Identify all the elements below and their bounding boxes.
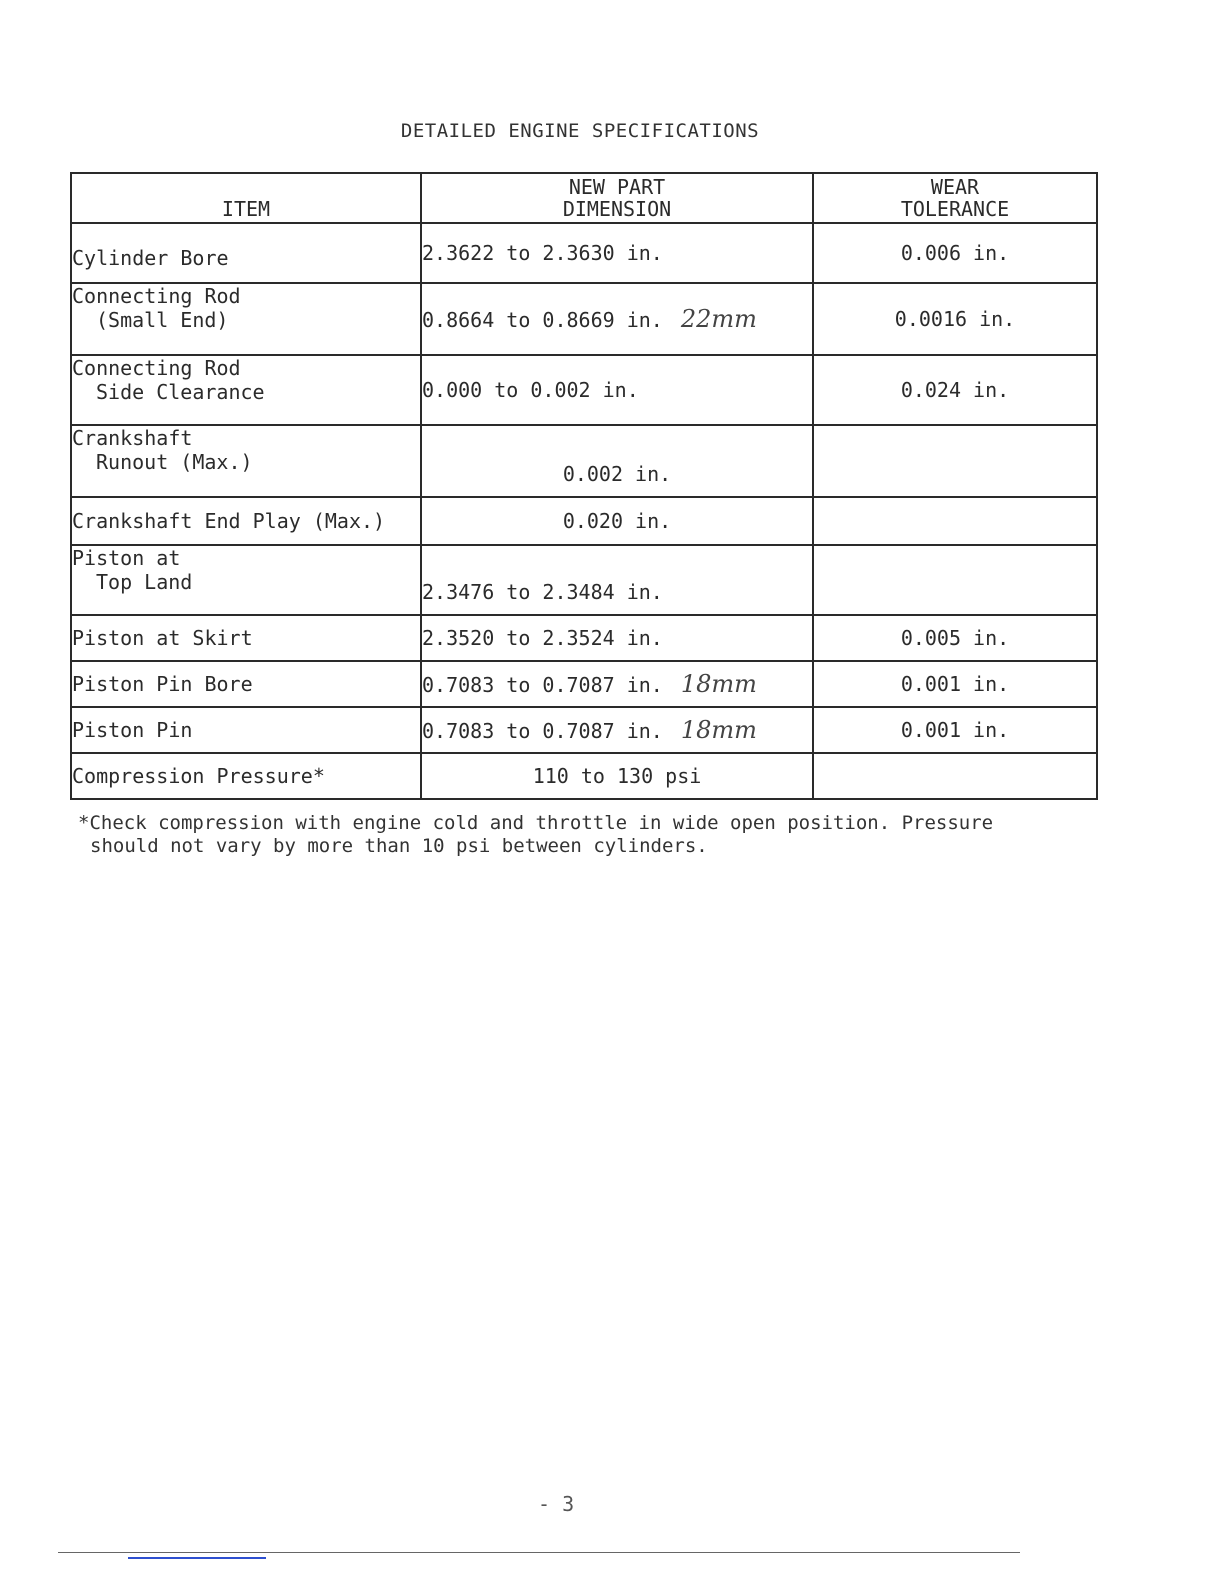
- dimension-value: 0.7083 to 0.7087 in.: [422, 719, 663, 743]
- item-label: Piston Pin Bore: [72, 672, 253, 696]
- wear-cell: [813, 545, 1097, 615]
- dimension-value: 110 to 130 psi: [532, 764, 702, 788]
- item-cell: [71, 707, 421, 753]
- item-label: Connecting Rod: [72, 284, 241, 308]
- item-cell: [71, 753, 421, 799]
- table-row: [71, 355, 1097, 425]
- dimension-value: 2.3476 to 2.3484 in.: [422, 580, 663, 604]
- item-label: Piston Pin: [72, 718, 193, 742]
- dimension-cell: [421, 283, 813, 355]
- item-cell: [71, 223, 421, 283]
- dimension-cell: [421, 545, 813, 615]
- dimension-cell: [421, 707, 813, 753]
- item-cell: [71, 615, 421, 661]
- item-cell: [71, 425, 421, 497]
- table-row: [71, 545, 1097, 615]
- dimension-cell: [421, 223, 813, 283]
- table-row: [71, 661, 1097, 707]
- header-dimension: NEW PART DIMENSION: [421, 173, 813, 223]
- footnote-line: should not vary by more than 10 psi between cylinders.: [90, 835, 708, 857]
- table-row: [71, 497, 1097, 545]
- item-label-line2: Runout (Max.): [96, 450, 253, 474]
- wear-cell: [813, 753, 1097, 799]
- item-label: Piston at: [72, 546, 181, 570]
- item-cell: [71, 661, 421, 707]
- page-title: DETAILED ENGINE SPECIFICATIONS: [400, 120, 760, 142]
- item-label: Crankshaft End Play (Max.): [72, 509, 386, 533]
- dimension-value: 2.3520 to 2.3524 in.: [422, 626, 663, 650]
- item-cell: [71, 497, 421, 545]
- dimension-cell: [421, 615, 813, 661]
- wear-cell: [813, 497, 1097, 545]
- dimension-value: 2.3622 to 2.3630 in.: [422, 241, 663, 265]
- table-row: [71, 615, 1097, 661]
- page-number: - 3: [538, 1492, 575, 1516]
- footnote: [78, 812, 1078, 858]
- wear-cell: 0.0016 in.: [813, 283, 1097, 355]
- bottom-underline-mark: [128, 1557, 266, 1559]
- item-label: Connecting Rod: [72, 356, 241, 380]
- dimension-cell: [421, 425, 813, 497]
- dimension-cell: [421, 753, 813, 799]
- item-cell: [71, 355, 421, 425]
- table-row: [71, 283, 1097, 355]
- item-label: Compression Pressure*: [72, 764, 325, 788]
- wear-cell: 0.024 in.: [813, 355, 1097, 425]
- wear-cell: 0.001 in.: [813, 707, 1097, 753]
- wear-cell: [813, 425, 1097, 497]
- item-label-line2: Side Clearance: [96, 380, 265, 404]
- wear-cell: 0.001 in.: [813, 661, 1097, 707]
- dimension-cell: [421, 661, 813, 707]
- item-label: Cylinder Bore: [72, 246, 229, 270]
- item-cell: [71, 283, 421, 355]
- item-label-line2: Top Land: [96, 570, 193, 594]
- item-label: Crankshaft: [72, 426, 193, 450]
- dimension-value: 0.8664 to 0.8669 in.: [422, 308, 663, 332]
- dimension-value: 0.000 to 0.002 in.: [422, 378, 639, 402]
- table-row: [71, 223, 1097, 283]
- item-cell: [71, 545, 421, 615]
- table-row: [71, 707, 1097, 753]
- wear-cell: 0.005 in.: [813, 615, 1097, 661]
- item-label: Piston at Skirt: [72, 626, 253, 650]
- dimension-value: 0.020 in.: [562, 509, 672, 533]
- handwritten-note: 18mm: [680, 670, 757, 698]
- handwritten-note: 22mm: [680, 305, 757, 333]
- table-row: [71, 753, 1097, 799]
- wear-cell: 0.006 in.: [813, 223, 1097, 283]
- header-item: ITEM: [71, 173, 421, 223]
- dimension-cell: [421, 355, 813, 425]
- engine-specs-table: [70, 172, 1098, 800]
- dimension-value: 0.002 in.: [562, 462, 672, 486]
- item-label-line2: (Small End): [96, 308, 229, 332]
- dimension-cell: [421, 497, 813, 545]
- dimension-value: 0.7083 to 0.7087 in.: [422, 673, 663, 697]
- footnote-line: *Check compression with engine cold and throttle in wide open position. Pressure: [78, 812, 994, 834]
- handwritten-note: 18mm: [680, 716, 757, 744]
- table-row: [71, 425, 1097, 497]
- table-header-row: [71, 173, 1097, 223]
- bottom-rule: [58, 1552, 1020, 1553]
- header-wear-tolerance: WEAR TOLERANCE: [813, 173, 1097, 223]
